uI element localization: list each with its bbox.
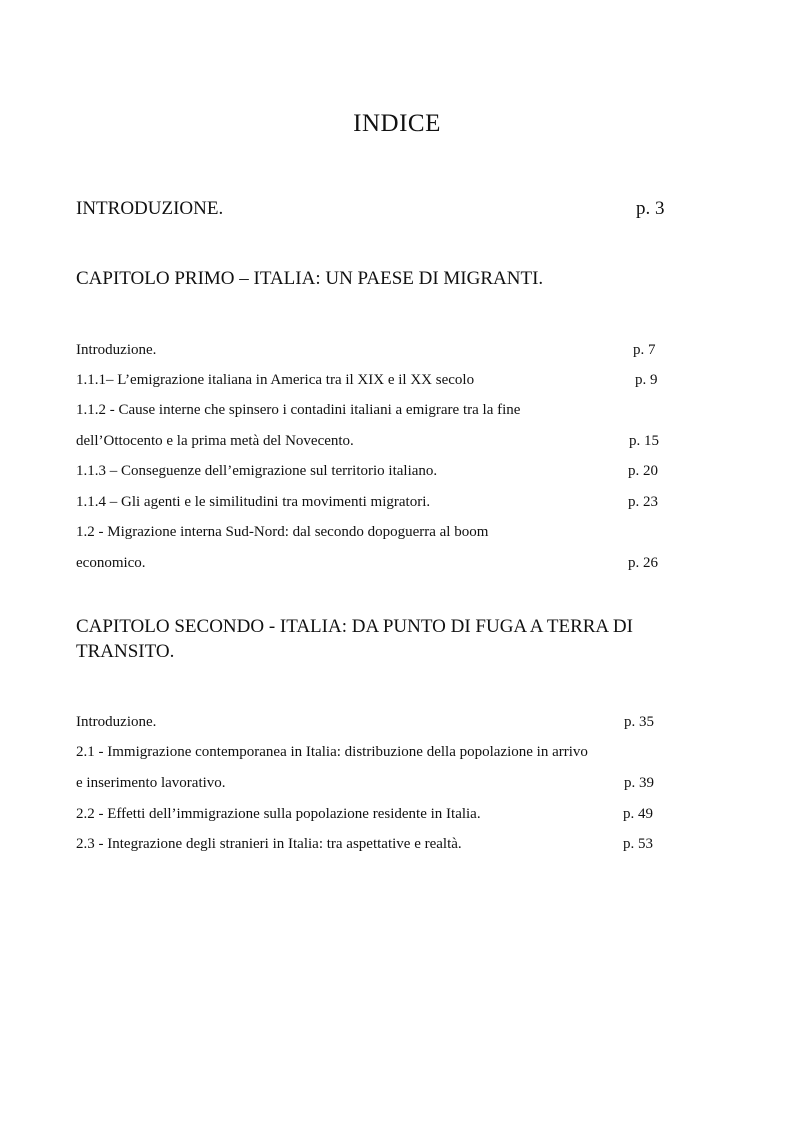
chapter1-heading[interactable]: CAPITOLO PRIMO – ITALIA: UN PAESE DI MIGRANTI. <box>76 268 544 289</box>
toc-page-2-1: p. 39 <box>624 775 654 791</box>
toc-entry-1-3[interactable]: 1.1.3 – Conseguenze dell’emigrazione sul territorio italiano. <box>76 463 438 479</box>
toc-page-1-0: p. 7 <box>633 342 656 358</box>
toc-page-1-5: p. 26 <box>628 555 658 571</box>
toc-entry-2-2[interactable]: 2.2 - Effetti dell’immigrazione sulla popolazione residente in Italia. <box>76 806 481 822</box>
toc-page-2-2: p. 49 <box>623 806 653 822</box>
chapter2-heading-line1[interactable]: CAPITOLO SECONDO - ITALIA: DA PUNTO DI FUGA A TERRA DI <box>76 616 633 637</box>
toc-entry-1-2-line2[interactable]: dell’Ottocento e la prima metà del Novecento. <box>76 433 354 449</box>
toc-entry-1-4[interactable]: 1.1.4 – Gli agenti e le similitudini tra movimenti migratori. <box>76 494 431 510</box>
toc-entry-2-1-line2[interactable]: e inserimento lavorativo. <box>76 775 226 791</box>
toc-page-2-0: p. 35 <box>624 714 654 730</box>
chapter2-heading-line2[interactable]: TRANSITO. <box>76 641 175 662</box>
toc-entry-2-1-line1[interactable]: 2.1 - Immigrazione contemporanea in Italia: distribuzione della popolazione in arrivo <box>76 744 588 760</box>
page-title: INDICE <box>353 110 441 137</box>
toc-entry-1-5-line1[interactable]: 1.2 - Migrazione interna Sud-Nord: dal secondo dopoguerra al boom <box>76 524 489 540</box>
toc-page-1-4: p. 23 <box>628 494 658 510</box>
toc-entry-2-0[interactable]: Introduzione. <box>76 714 157 730</box>
toc-page-2-3: p. 53 <box>623 836 653 852</box>
toc-entry-1-2-line1[interactable]: 1.1.2 - Cause interne che spinsero i contadini italiani a emigrare tra la fine <box>76 402 521 418</box>
toc-introduzione-label[interactable]: INTRODUZIONE. <box>76 198 224 219</box>
toc-entry-1-5-line2[interactable]: economico. <box>76 555 146 571</box>
toc-introduzione-page: p. 3 <box>636 198 665 219</box>
toc-page-1-1: p. 9 <box>635 372 658 388</box>
toc-page-1-2: p. 15 <box>629 433 659 449</box>
toc-entry-1-1[interactable]: 1.1.1– L’emigrazione italiana in America tra il XIX e il XX secolo <box>76 372 475 388</box>
toc-entry-2-3[interactable]: 2.3 - Integrazione degli stranieri in Italia: tra aspettative e realtà. <box>76 836 462 852</box>
toc-entry-1-0[interactable]: Introduzione. <box>76 342 157 358</box>
toc-page-1-3: p. 20 <box>628 463 658 479</box>
